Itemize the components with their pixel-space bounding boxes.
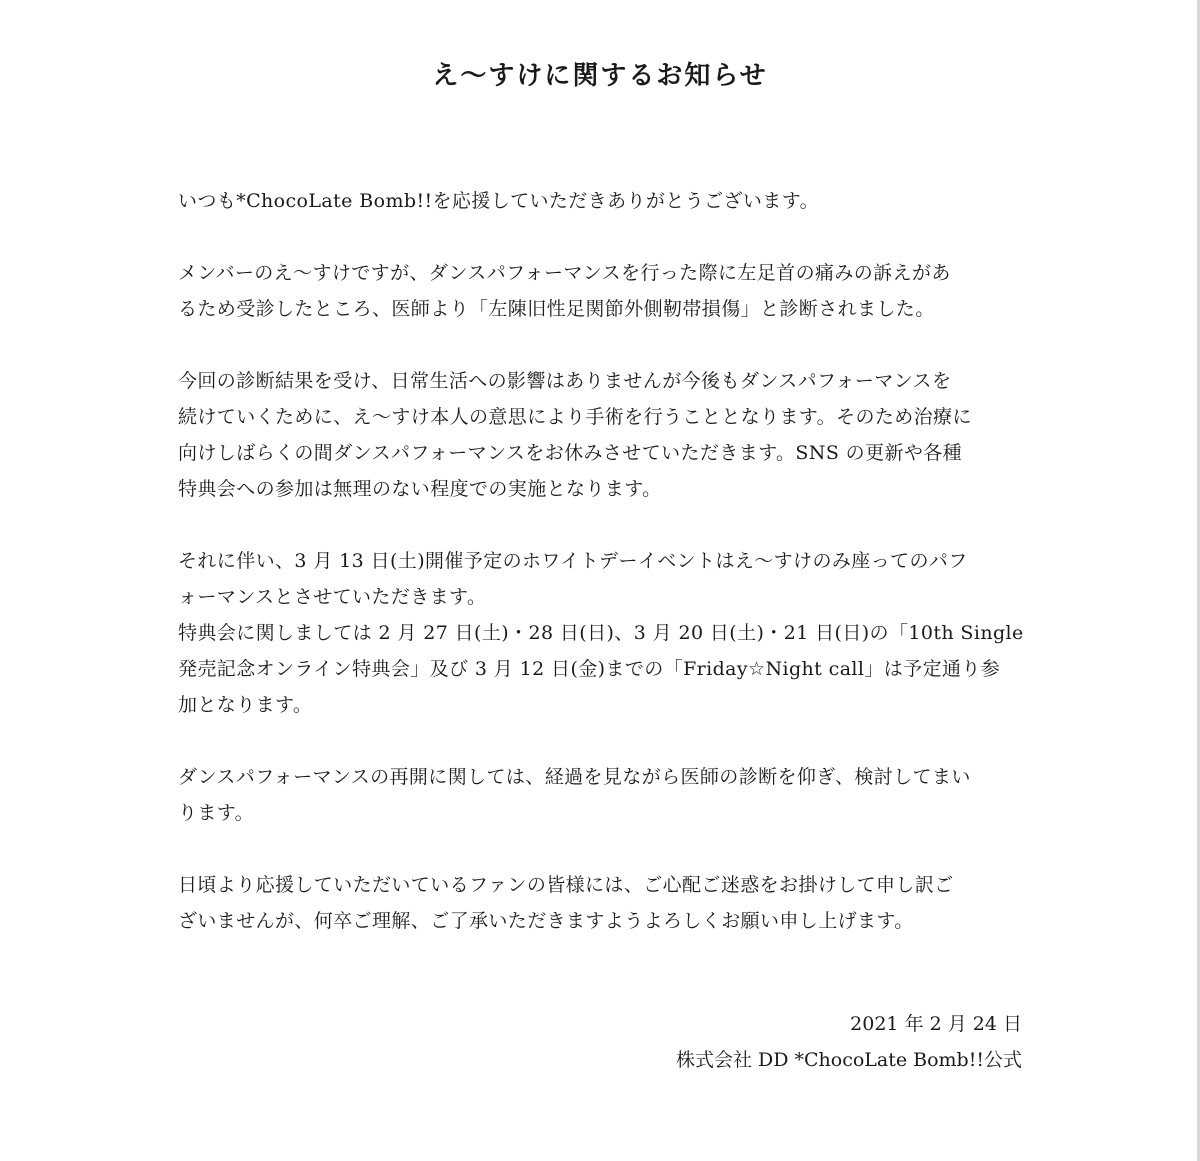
paragraph-line: メンバーのえ〜すけですが、ダンスパフォーマンスを行った際に左足首の痛みの訴えがあ <box>178 262 951 284</box>
paragraph-line: いつも*ChocoLate Bomb!!を応援していただきありがとうございます。 <box>178 190 819 212</box>
paragraph-resume <box>178 759 1028 831</box>
paragraph-line: ざいませんが、何卒ご理解、ご了承いただきますようよろしくお願い申し上げます。 <box>178 910 914 932</box>
paragraph-line: 日頃より応援していただいているファンの皆様には、ご心配ご迷惑をお掛けして申し訳ご <box>178 874 954 896</box>
paragraph-line: 今回の診断結果を受け、日常生活への影響はありませんが今後もダンスパフォーマンスを <box>178 370 952 392</box>
paragraph-line: 特典会に関しましては 2 月 27 日(土)・28 日(日)、3 月 20 日(土)・21 日(日)の「10th Single <box>178 622 1024 644</box>
paragraph-special-events <box>178 615 1028 723</box>
paragraph-line: 加となります。 <box>178 694 313 716</box>
paragraph-line: それに伴い、3 月 13 日(土)開催予定のホワイトデーイベントはえ〜すけのみ座ってのパフ <box>178 550 968 572</box>
paragraph-line: 発売記念オンライン特典会」及び 3 月 12 日(金)までの「Friday☆Night call」は予定通り参 <box>178 658 1001 680</box>
paragraph-line: 続けていくために、え〜すけ本人の意思により手術を行うこととなります。そのため治療に <box>178 406 972 428</box>
paragraph-line: 向けしばらくの間ダンスパフォーマンスをお休みさせていただきます。SNS の更新や各種 <box>178 442 963 464</box>
paragraph-line: 特典会への参加は無理のない程度での実施となります。 <box>178 478 662 500</box>
paragraph-line: ります。 <box>178 802 255 824</box>
document-body <box>178 183 1028 975</box>
paragraph-line: ダンスパフォーマンスの再開に関しては、経過を見ながら医師の診断を仰ぎ、検討してまい <box>178 766 971 788</box>
paragraph-white-day-event <box>178 543 1028 615</box>
paragraph-greeting <box>178 183 1028 219</box>
paragraph-diagnosis <box>178 255 1028 327</box>
paragraph-line: るため受診したところ、医師より「左陳旧性足関節外側靭帯損傷」と診断されました。 <box>178 298 935 320</box>
paragraph-surgery <box>178 363 1028 507</box>
document-title: え〜すけに関するお知らせ <box>432 61 768 91</box>
document-issuer: 株式会社 DD *ChocoLate Bomb!!公式 <box>675 1049 1022 1071</box>
paragraph-apology <box>178 867 1028 939</box>
signature-block <box>676 1006 1022 1078</box>
document-date: 2021 年 2 月 24 日 <box>850 1013 1022 1035</box>
paragraph-line: ォーマンスとさせていただきます。 <box>178 586 487 608</box>
